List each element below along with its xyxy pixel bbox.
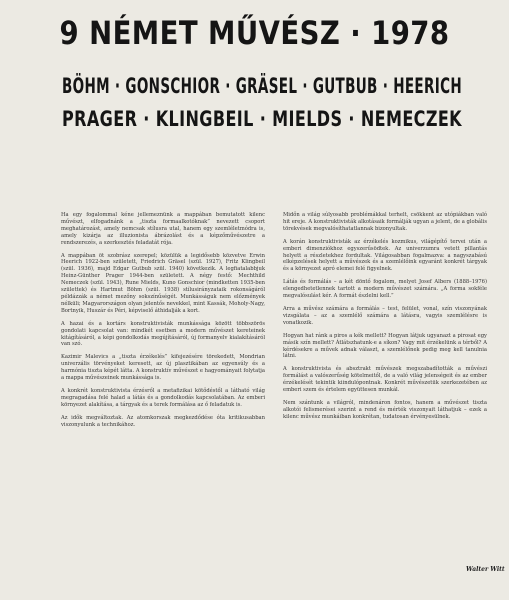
artist-names-row-1 <box>62 74 462 98</box>
paragraph: A korán konstruktivisták az érzékelés kozmikus, világépítő tervei után a emberi dimenziókhoz egyszerűsödtek. Az univerzumra vetett pillantás helyett a részletekhez fordultak. Világosabban fogalmazva: a nagyszabású elképzelések helyett a művészek és a szemlélőink egyaránt konkrét tárgyak és a környezet apró elemei felé figyelnek. <box>283 238 487 273</box>
paragraph: A mappában öt szobrász szerepel; közülük a legidősebb közvetve Erwin Heerich 1922-ben született, Friedrich Gräsel (szül. 1927), Fritz Klingbeil (szül. 1936), majd Edgar Gutbub szül. 1940) következik. A legfiatalabbjuk Heinz-Günther Prager 1944-ben született. A négy festő: Mechthild Nemeczek (szül. 1943), Rune Mields, Kuno Gonschior (mindketten 1935-ben születtek) és Hartmut Böhm (szül. 1938) stílusirányzataik rokonságáról példázzák a német mezőny sokszínűségét. Munkásságuk nem előzmények nélküli; Magyarországon olyan jelentős nevekkel, mint Kassák, Moholy-Nagy, Bortnyik, Huszár és Péri, képviselő áthidalják a kort. <box>61 252 265 314</box>
right-text-column <box>283 212 487 427</box>
paragraph: Kazimir Malevics a „tiszta érzékelés” kifejezésére törekedett, Mondrian univerzális törvényeket keresett, az új plasztikában az egyensúly és a harmónia tiszta képét látta. A konstruktív művészet e hagyományait folytatja a mappa művészeinek munkássága is. <box>61 354 265 382</box>
paragraph: Midőn a világ súlyosabb problémákkal terhelt, csökkent az utópiákban való hit ereje. A konstruktivisták alkotásaik formálják ugyan a jelent, de a globális törekvések megvalósíthatatlannak bizonyultak. <box>283 212 487 232</box>
paragraph: Hogyan hat ránk a piros a kék mellett? Hogyan látjuk ugyanazt a pirosat egy másik szín mellett? Átlátszhatunk-e a síkon? Vagy mit érzékelünk a térből? A kérdésekre a művek adnak választ, a szemlélőnek pedig meg kell tanulnia látni. <box>283 332 487 360</box>
paragraph: Nem szántunk a világról, mindenáron fontos, hanem a művészet tiszta alkotói felismerései szerint a rend és mérték viszonyait láthatjuk – ezek a kilenc művész munkáiban konkrétan, tudatosan érvényesülnek. <box>283 399 487 420</box>
paragraph: Látás és formálás – a két döntő fogalom, melyet Josef Albers (1888–1976) elengedhetetlennek tartott a modern művészet számára. „A forma sokféle megvalósulást kér. A formát észlelni kell.” <box>283 279 487 300</box>
paragraph: Az idők megváltoztak. Az atomkorszak megkezdődése óta kritikusabban viszonyulunk a technikához. <box>61 414 265 428</box>
paragraph: Ha egy fogalommal kéne jellemeznünk a mappában bemutatott kilenc művészt, elfogadnánk a „tiszta formaalkotóknak” nevezett csoport meghatározást, amely nemcsak stílusra utal, hanem egy szemléletmódra is, amely kizárja az illuzionista ábrázolást és a képzőművészetre a rendszerezés, a szerkesztés feladatát rója. <box>61 212 265 246</box>
artist-names-row-2 <box>62 107 462 131</box>
paragraph: A hazai és a kortárs konstruktivisták munkássága között többszörös gondolati kapcsolat van: mindkét esetben a modern művészet kereteinek kitágításáról, a képi gondolkodás megújításáról, új formanyelv kialakításáról van szó. <box>61 320 265 348</box>
paragraph: A konkrét konstruktivista érzésről a metafizikai kötődéstől a látható világ megragadása felé halad a látás és a gondolkodás kapcsolatában. Az emberi környezet alakítása, a tárgyak és a terek formálása az ő feladatuk is. <box>61 387 265 408</box>
paragraph: A konstruktivista és absztrakt művészek megszabadították a művészi formálást a valószerűség kötelmeitől, de a való világ jelenségeit és az ember érzékelését tekintik kiindulópontnak. Konkrét művészetük szerkezetében az emberi szem és értelem együttesen munkál. <box>283 366 487 394</box>
artist-names-row-1-text: BÖHM · GONSCHIOR · GRÄSEL · GUTBUB · HEERICH <box>62 74 462 98</box>
author-signature: Walter Witt <box>466 566 505 573</box>
artist-names-row-2-text: PRAGER · KLINGBEIL · MIELDS · NEMECZEK <box>62 107 462 131</box>
page-title: 9 NÉMET MŰVÉSZ · 1978 <box>59 14 450 52</box>
left-text-column <box>61 212 265 434</box>
paragraph: Arra a művész számára a formálás – test, felület, vonal, szín viszonyának vizsgálata – az a szemlélő számára a látásra, vagyis szemlélésre is vonatkozik. <box>283 305 487 326</box>
